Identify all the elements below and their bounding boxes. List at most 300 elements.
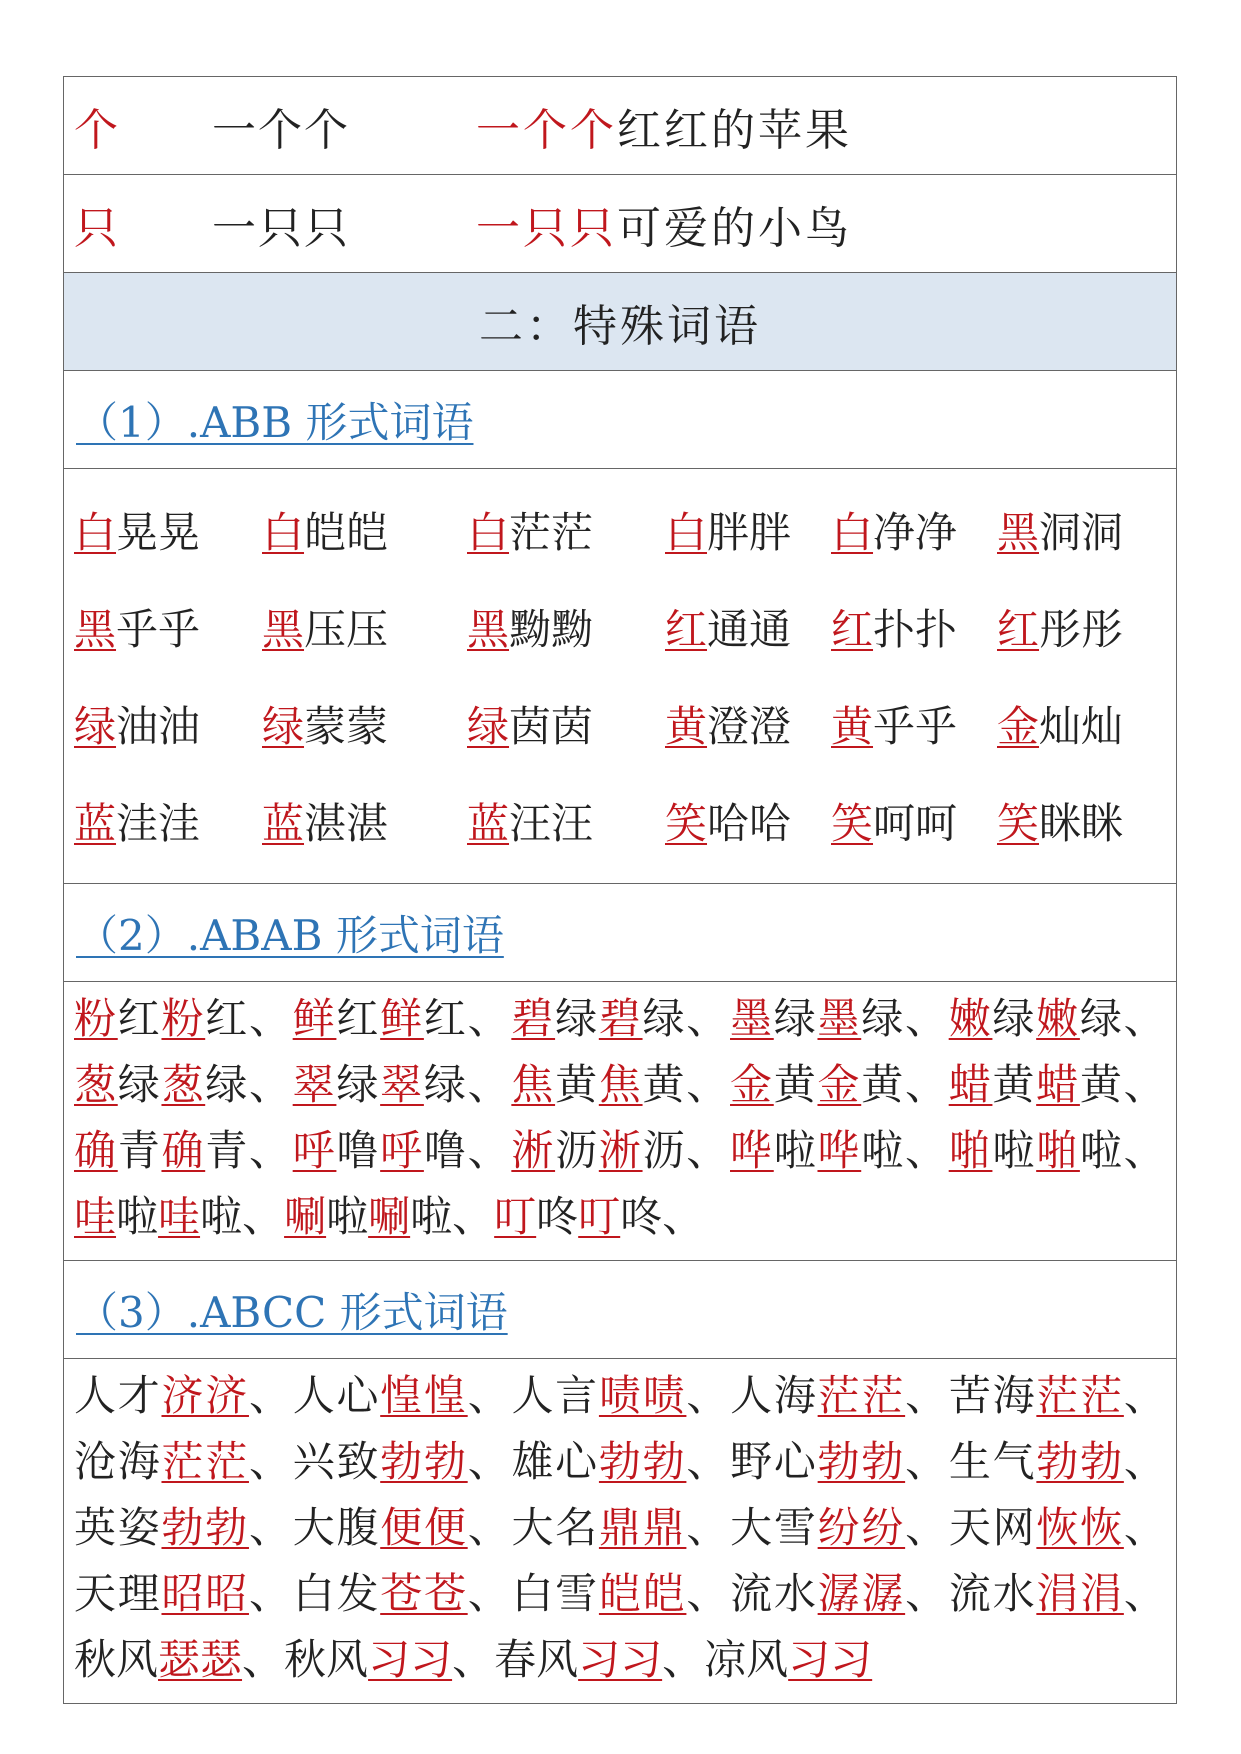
abab-b: 绿 — [861, 994, 905, 1043]
abcc-ab: 大腹 — [292, 1503, 381, 1552]
abcc-cc: 便便 — [380, 1503, 468, 1552]
abab-a: 蜡 — [1036, 1060, 1080, 1109]
separator: 、 — [248, 1437, 293, 1486]
abcc-ab: 雄心 — [511, 1437, 599, 1486]
abab-b: 噜 — [423, 1126, 468, 1175]
abb-head-char: 笑 — [997, 798, 1040, 848]
abb-word — [467, 791, 665, 851]
abab-b: 黄 — [861, 1060, 905, 1109]
abb-word — [665, 500, 831, 560]
abb-tail: 湛湛 — [304, 798, 389, 848]
abb-tail: 蒙蒙 — [304, 701, 389, 751]
abcc-cc: 啧啧 — [598, 1371, 687, 1420]
abab-b: 绿 — [555, 994, 599, 1043]
abab-b: 红 — [336, 994, 381, 1043]
abcc-cc: 茫茫 — [161, 1437, 249, 1486]
separator: 、 — [662, 1192, 705, 1241]
abb-head-char: 蓝 — [262, 798, 305, 848]
abab-word-list — [64, 982, 1176, 1261]
abb-line — [74, 481, 1176, 578]
example-rest: 红红的苹果 — [617, 104, 852, 156]
abcc-cc: 习习 — [578, 1635, 663, 1684]
abb-word — [997, 500, 1157, 560]
abab-a: 粉 — [74, 994, 118, 1043]
abcc-cc: 皑皑 — [598, 1569, 687, 1618]
abab-word — [284, 1192, 452, 1241]
abcc-ab: 人心 — [292, 1371, 381, 1420]
measure-word-example — [476, 94, 852, 158]
separator: 、 — [248, 1371, 293, 1420]
separator: 、 — [467, 1437, 512, 1486]
abb-tail: 茵茵 — [509, 701, 594, 751]
abb-word-grid — [64, 469, 1176, 884]
abab-a: 焦 — [511, 1060, 556, 1109]
abcc-word — [74, 1503, 249, 1552]
separator: 、 — [1123, 1569, 1166, 1618]
abcc-ab: 白雪 — [511, 1569, 599, 1618]
abb-head-char: 黄 — [665, 701, 708, 751]
abcc-word-list — [64, 1359, 1176, 1703]
abcc-ab: 秋风 — [74, 1635, 159, 1684]
abab-a: 翠 — [380, 1060, 424, 1109]
separator: 、 — [467, 1371, 512, 1420]
separator: 、 — [1123, 1437, 1166, 1486]
separator: 、 — [686, 1126, 731, 1175]
abab-b: 沥 — [555, 1126, 599, 1175]
abab-b: 绿 — [642, 994, 687, 1043]
abab-word — [293, 1060, 468, 1109]
measure-word-reduplicated: 一只只 — [212, 202, 350, 254]
abb-line — [74, 772, 1176, 869]
subsection-header-abab — [64, 884, 1176, 982]
abb-word — [262, 791, 467, 851]
abab-word — [74, 1126, 249, 1175]
abab-a: 墨 — [730, 994, 774, 1043]
abab-a: 唰 — [368, 1192, 411, 1241]
separator: 、 — [686, 1569, 731, 1618]
abb-word — [831, 791, 997, 851]
abb-tail: 汪汪 — [509, 798, 594, 848]
example-red-part: 一个个 — [476, 104, 617, 156]
separator: 、 — [905, 1371, 949, 1420]
separator: 、 — [467, 1060, 512, 1109]
abb-word — [831, 694, 997, 754]
abcc-word — [730, 1437, 905, 1486]
separator: 、 — [452, 1192, 495, 1241]
abab-b: 噜 — [336, 1126, 381, 1175]
abb-word — [74, 694, 262, 754]
abb-word — [665, 694, 831, 754]
abb-head-char: 白 — [831, 507, 874, 557]
abab-word — [949, 994, 1124, 1043]
abcc-cc: 习习 — [368, 1635, 453, 1684]
abb-word — [997, 791, 1157, 851]
abb-head-char: 白 — [262, 507, 305, 557]
abcc-cc: 纷纷 — [817, 1503, 906, 1552]
abab-word — [74, 1060, 249, 1109]
abab-b: 绿 — [205, 1060, 249, 1109]
abb-tail: 压压 — [304, 604, 389, 654]
abb-head-char: 白 — [467, 507, 510, 557]
abb-head-char: 白 — [665, 507, 708, 557]
abcc-word — [293, 1503, 468, 1552]
abb-word — [74, 791, 262, 851]
abcc-word — [730, 1569, 905, 1618]
abcc-ab: 沧海 — [74, 1437, 162, 1486]
abcc-ab: 大雪 — [730, 1503, 818, 1552]
abb-word — [665, 597, 831, 657]
example-rest: 可爱的小鸟 — [617, 202, 852, 254]
abb-tail: 茫茫 — [509, 507, 594, 557]
abab-b: 啦 — [410, 1192, 453, 1241]
separator: 、 — [248, 1060, 293, 1109]
separator: 、 — [467, 1503, 512, 1552]
abcc-word — [730, 1503, 905, 1552]
abab-b: 啦 — [773, 1126, 818, 1175]
abcc-ab: 人海 — [730, 1371, 818, 1420]
separator: 、 — [905, 1437, 949, 1486]
abab-b: 黄 — [992, 1060, 1037, 1109]
abcc-cc: 习习 — [788, 1635, 873, 1684]
abcc-cc: 潺潺 — [817, 1569, 906, 1618]
abab-word — [511, 1060, 686, 1109]
abab-b: 绿 — [992, 994, 1037, 1043]
separator: 、 — [467, 1569, 512, 1618]
separator: 、 — [904, 994, 949, 1043]
abab-b: 啦 — [1079, 1126, 1124, 1175]
abcc-cc: 勃勃 — [161, 1503, 249, 1552]
abab-b: 红 — [423, 994, 468, 1043]
abcc-word — [730, 1371, 905, 1420]
abab-a: 啪 — [1036, 1126, 1080, 1175]
abab-a: 啪 — [948, 1126, 993, 1175]
separator: 、 — [248, 1126, 293, 1175]
abcc-ab: 野心 — [730, 1437, 818, 1486]
subsection-title: （3）.ABCC 形式词语 — [76, 1287, 508, 1337]
abb-head-char: 绿 — [467, 701, 510, 751]
abab-a: 金 — [817, 1060, 862, 1109]
abab-word — [949, 1060, 1124, 1109]
abcc-word — [511, 1437, 686, 1486]
abab-a: 哇 — [74, 1192, 117, 1241]
abab-b: 绿 — [1079, 994, 1124, 1043]
abb-head-char: 红 — [997, 604, 1040, 654]
abab-word — [949, 1126, 1124, 1175]
abb-word — [262, 597, 467, 657]
separator: 、 — [1123, 994, 1166, 1043]
abcc-cc: 鼎鼎 — [598, 1503, 687, 1552]
abb-tail: 乎乎 — [873, 701, 958, 751]
abcc-ab: 春风 — [494, 1635, 579, 1684]
abcc-word — [284, 1635, 452, 1684]
abb-head-char: 黑 — [262, 604, 305, 654]
abb-word — [467, 694, 665, 754]
abb-head-char: 白 — [74, 507, 117, 557]
abcc-cc: 勃勃 — [380, 1437, 468, 1486]
abcc-ab: 白发 — [292, 1569, 381, 1618]
abcc-ab: 天理 — [74, 1569, 162, 1618]
abab-a: 叮 — [578, 1192, 621, 1241]
abab-a: 葱 — [161, 1060, 206, 1109]
measure-word-row — [64, 175, 1176, 273]
abcc-word — [293, 1437, 468, 1486]
abab-a: 碧 — [511, 994, 556, 1043]
separator: 、 — [905, 1503, 949, 1552]
abcc-cc: 茫茫 — [817, 1371, 906, 1420]
abb-head-char: 绿 — [74, 701, 117, 751]
abab-word — [730, 994, 905, 1043]
separator: 、 — [248, 1503, 293, 1552]
abcc-cc: 济济 — [161, 1371, 249, 1420]
abab-a: 蜡 — [948, 1060, 993, 1109]
abb-word — [997, 694, 1157, 754]
abb-word — [665, 791, 831, 851]
abab-a: 嫩 — [948, 994, 993, 1043]
abb-tail: 油油 — [116, 701, 201, 751]
abab-b: 绿 — [336, 1060, 381, 1109]
abb-head-char: 红 — [665, 604, 708, 654]
abcc-ab: 兴致 — [292, 1437, 381, 1486]
abab-a: 墨 — [817, 994, 862, 1043]
abab-a: 呼 — [380, 1126, 424, 1175]
abb-head-char: 黄 — [831, 701, 874, 751]
abcc-cc: 瑟瑟 — [158, 1635, 243, 1684]
abcc-word — [511, 1503, 686, 1552]
abab-b: 绿 — [773, 994, 818, 1043]
abab-a: 淅 — [511, 1126, 556, 1175]
abcc-ab: 苦海 — [948, 1371, 1037, 1420]
abb-head-char: 笑 — [831, 798, 874, 848]
abb-tail: 胖胖 — [707, 507, 792, 557]
abb-tail: 哈哈 — [707, 798, 792, 848]
abcc-ab: 流水 — [948, 1569, 1037, 1618]
abcc-word — [293, 1371, 468, 1420]
abcc-word — [949, 1503, 1124, 1552]
abab-a: 确 — [74, 1126, 118, 1175]
abab-word — [511, 1126, 686, 1175]
abb-word — [262, 500, 467, 560]
abb-head-char: 红 — [831, 604, 874, 654]
abcc-ab: 生气 — [948, 1437, 1037, 1486]
abab-a: 哇 — [158, 1192, 201, 1241]
abcc-word — [511, 1569, 686, 1618]
abcc-word — [74, 1437, 249, 1486]
separator: 、 — [1123, 1060, 1166, 1109]
separator: 、 — [242, 1192, 285, 1241]
abab-a: 呼 — [292, 1126, 337, 1175]
measure-word-example — [476, 192, 852, 256]
abb-head-char: 蓝 — [74, 798, 117, 848]
abcc-word — [74, 1569, 249, 1618]
abb-line — [74, 578, 1176, 675]
abab-word — [511, 994, 686, 1043]
measure-word-char: 个 — [74, 104, 118, 156]
abcc-word — [949, 1371, 1124, 1420]
abab-a: 哗 — [817, 1126, 862, 1175]
abab-word — [293, 994, 468, 1043]
abcc-cc: 惶惶 — [380, 1371, 468, 1420]
abab-b: 啦 — [861, 1126, 905, 1175]
abab-a: 唰 — [284, 1192, 327, 1241]
abb-line — [74, 675, 1176, 772]
abb-tail: 乎乎 — [116, 604, 201, 654]
abb-tail: 洼洼 — [116, 798, 201, 848]
abab-a: 确 — [161, 1126, 206, 1175]
subsection-header-abcc — [64, 1261, 1176, 1359]
abcc-cc: 昭昭 — [161, 1569, 249, 1618]
example-red-part: 一只只 — [476, 202, 617, 254]
subsection-title: （1）.ABB 形式词语 — [76, 397, 474, 447]
abcc-cc: 勃勃 — [817, 1437, 906, 1486]
abcc-cc: 苍苍 — [380, 1569, 468, 1618]
abcc-ab: 天网 — [948, 1503, 1037, 1552]
abb-head-char: 黑 — [74, 604, 117, 654]
abcc-cc: 勃勃 — [1036, 1437, 1124, 1486]
abb-word — [831, 597, 997, 657]
abab-b: 青 — [117, 1126, 162, 1175]
abb-tail: 眯眯 — [1039, 798, 1124, 848]
abab-word — [74, 1192, 242, 1241]
separator: 、 — [248, 994, 293, 1043]
separator: 、 — [686, 1503, 731, 1552]
abab-b: 绿 — [423, 1060, 468, 1109]
abb-tail: 晃晃 — [116, 507, 201, 557]
abcc-word — [704, 1635, 872, 1684]
abab-a: 翠 — [292, 1060, 337, 1109]
abab-a: 叮 — [494, 1192, 537, 1241]
abb-head-char: 黑 — [997, 507, 1040, 557]
abab-b: 咚 — [620, 1192, 663, 1241]
subsection-title: （2）.ABAB 形式词语 — [76, 910, 504, 960]
measure-word-char: 只 — [74, 202, 118, 254]
abab-word — [494, 1192, 662, 1241]
abcc-ab: 秋风 — [284, 1635, 369, 1684]
abab-a: 淅 — [598, 1126, 643, 1175]
abcc-ab: 大名 — [511, 1503, 599, 1552]
abb-head-char: 金 — [997, 701, 1040, 751]
separator: 、 — [467, 1126, 512, 1175]
abcc-word — [293, 1569, 468, 1618]
abab-word — [730, 1060, 905, 1109]
abb-tail: 洞洞 — [1039, 507, 1124, 557]
abb-tail: 扑扑 — [873, 604, 958, 654]
measure-word-row — [64, 77, 1176, 175]
separator: 、 — [467, 994, 512, 1043]
separator: 、 — [248, 1569, 293, 1618]
separator: 、 — [1123, 1503, 1166, 1552]
abcc-cc: 涓涓 — [1036, 1569, 1124, 1618]
abb-tail: 通通 — [707, 604, 792, 654]
abcc-ab: 英姿 — [74, 1503, 162, 1552]
abab-a: 焦 — [598, 1060, 643, 1109]
abab-a: 金 — [730, 1060, 774, 1109]
separator: 、 — [1123, 1126, 1166, 1175]
abab-a: 葱 — [74, 1060, 118, 1109]
separator: 、 — [242, 1635, 285, 1684]
abb-tail: 皑皑 — [304, 507, 389, 557]
separator: 、 — [904, 1060, 949, 1109]
abb-word — [997, 597, 1157, 657]
abcc-cc: 恢恢 — [1036, 1503, 1124, 1552]
abb-head-char: 绿 — [262, 701, 305, 751]
abb-head-char: 黑 — [467, 604, 510, 654]
abcc-word — [74, 1371, 249, 1420]
abab-b: 黄 — [1079, 1060, 1124, 1109]
abcc-word — [949, 1569, 1124, 1618]
abab-b: 沥 — [642, 1126, 687, 1175]
abb-word — [74, 597, 262, 657]
abab-a: 鲜 — [292, 994, 337, 1043]
abb-word — [467, 500, 665, 560]
abab-b: 黄 — [642, 1060, 687, 1109]
abcc-cc: 勃勃 — [598, 1437, 687, 1486]
abab-b: 啦 — [992, 1126, 1037, 1175]
separator: 、 — [904, 1126, 949, 1175]
abab-b: 绿 — [117, 1060, 162, 1109]
abab-a: 粉 — [161, 994, 206, 1043]
abb-tail: 净净 — [873, 507, 958, 557]
abab-a: 哗 — [730, 1126, 774, 1175]
measure-word-reduplicated: 一个个 — [212, 104, 350, 156]
abcc-ab: 流水 — [730, 1569, 818, 1618]
abb-word — [262, 694, 467, 754]
separator: 、 — [686, 1437, 731, 1486]
abcc-ab: 凉风 — [704, 1635, 789, 1684]
abab-a: 嫩 — [1036, 994, 1080, 1043]
abcc-word — [494, 1635, 662, 1684]
abab-b: 啦 — [326, 1192, 369, 1241]
abcc-cc: 茫茫 — [1036, 1371, 1124, 1420]
abab-word — [74, 994, 249, 1043]
abab-word — [730, 1126, 905, 1175]
abab-b: 红 — [117, 994, 162, 1043]
abcc-ab: 人言 — [511, 1371, 599, 1420]
separator: 、 — [686, 1371, 731, 1420]
abab-b: 啦 — [200, 1192, 243, 1241]
abb-tail: 澄澄 — [707, 701, 792, 751]
separator: 、 — [662, 1635, 705, 1684]
abb-tail: 灿灿 — [1039, 701, 1124, 751]
abab-word — [293, 1126, 468, 1175]
abb-tail: 黝黝 — [509, 604, 594, 654]
abb-word — [831, 500, 997, 560]
abab-b: 啦 — [116, 1192, 159, 1241]
abab-b: 黄 — [773, 1060, 818, 1109]
abcc-word — [74, 1635, 242, 1684]
abab-b: 红 — [205, 994, 249, 1043]
abcc-word — [511, 1371, 686, 1420]
abb-tail: 彤彤 — [1039, 604, 1124, 654]
abb-tail: 呵呵 — [873, 798, 958, 848]
abab-b: 黄 — [555, 1060, 599, 1109]
separator: 、 — [452, 1635, 495, 1684]
abab-b: 咚 — [536, 1192, 579, 1241]
abb-word — [74, 500, 262, 560]
separator: 、 — [686, 994, 731, 1043]
abab-a: 鲜 — [380, 994, 424, 1043]
abab-a: 碧 — [598, 994, 643, 1043]
separator: 、 — [905, 1569, 949, 1618]
abcc-word — [949, 1437, 1124, 1486]
abb-head-char: 笑 — [665, 798, 708, 848]
abab-b: 青 — [205, 1126, 249, 1175]
separator: 、 — [1123, 1371, 1166, 1420]
separator: 、 — [686, 1060, 731, 1109]
subsection-header-abb — [64, 371, 1176, 469]
abcc-ab: 人才 — [74, 1371, 162, 1420]
section-title: 二：特殊词语 — [64, 273, 1176, 371]
vocabulary-table — [63, 76, 1177, 1704]
